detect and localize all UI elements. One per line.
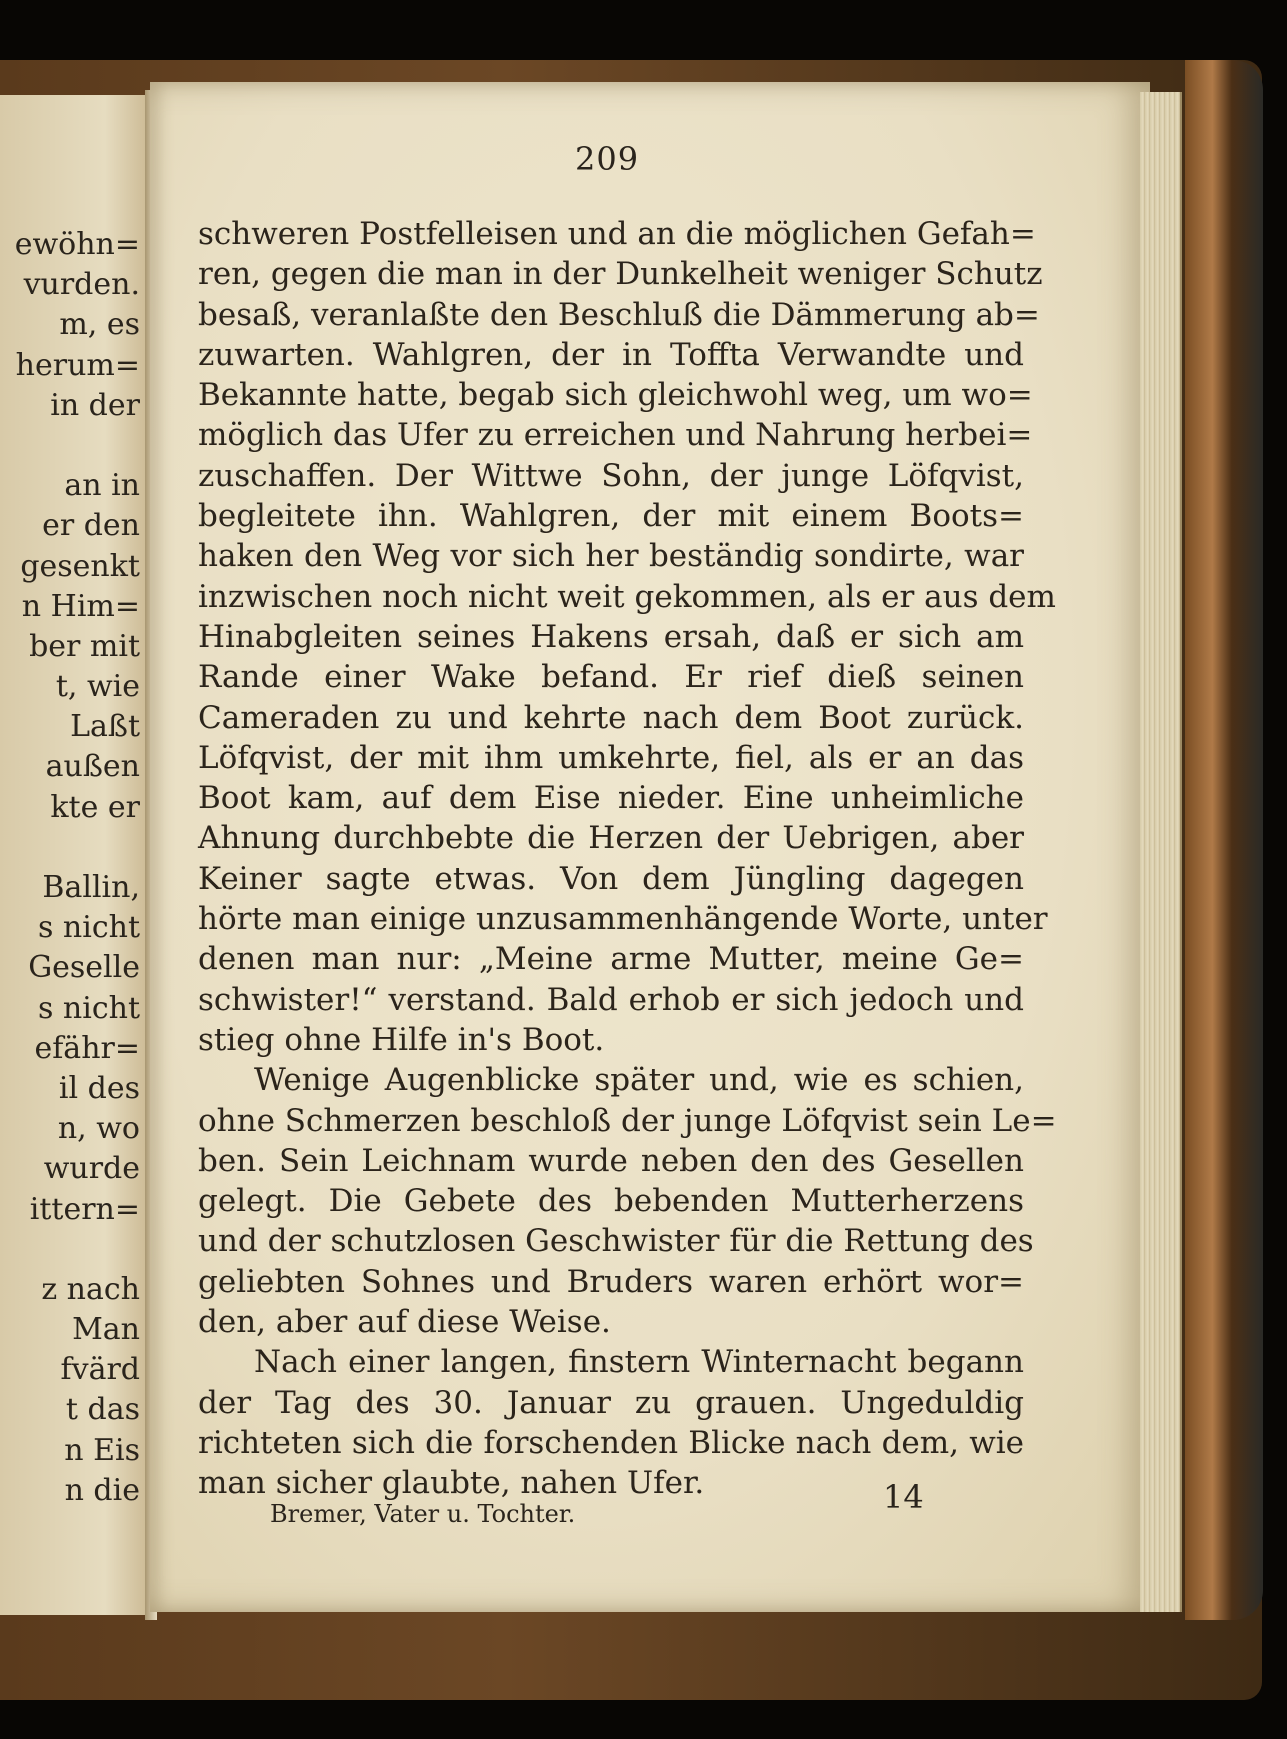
text-line: den, aber auf diese Weise. [198, 1304, 611, 1341]
left-page-line: efähr= [34, 1030, 140, 1066]
left-page-line: gesenkt [20, 548, 140, 584]
left-page-line: in der [50, 387, 140, 423]
text-line: ohne Schmerzen beschloß der junge Löfqvist sein Le= [198, 1102, 1057, 1139]
text-line: hörte man einige unzusammenhängende Worte, unter [198, 901, 1048, 938]
text-line: inzwischen noch nicht weit gekommen, als er aus dem [198, 578, 1056, 615]
text-line: zuwarten. Wahlgren, der in Toffta Verwandte und [198, 336, 1024, 373]
text-line: gelegt. Die Gebete des bebenden Mutterherzens [198, 1183, 1024, 1220]
text-line: Hinabgleiten seines Hakens ersah, daß er sich am [198, 618, 1024, 655]
left-page-line: kte er [50, 789, 140, 825]
left-page-line: n Eis [64, 1432, 140, 1468]
text-line: Ahnung durchbebte die Herzen der Uebrigen, aber [198, 820, 1024, 857]
left-page-line: t das [65, 1392, 140, 1428]
left-page-line: er den [42, 508, 140, 544]
text-line: möglich das Ufer zu erreichen und Nahrung herbei= [198, 417, 1033, 454]
left-page-line: n die [64, 1472, 140, 1508]
left-page [0, 95, 150, 1615]
left-page-line: s nicht [37, 990, 140, 1026]
text-line: schwister!“ verstand. Bald erhob er sich jedoch und [198, 981, 1024, 1018]
text-line: Keiner sagte etwas. Von dem Jüngling dagegen [198, 860, 1024, 897]
left-page-line: ittern= [29, 1191, 140, 1227]
text-line: haken den Weg vor sich her beständig sondirte, war [198, 538, 1024, 575]
text-line: Bekannte hatte, begab sich gleichwohl weg, um wo= [198, 377, 1033, 414]
left-page-line: z nach [41, 1271, 140, 1307]
left-page-line: an in [64, 468, 140, 504]
left-page-line [0, 426, 140, 466]
left-page-line: vurden. [23, 267, 140, 303]
left-page-line: s nicht [37, 910, 140, 946]
left-page-line: Man [72, 1312, 140, 1348]
text-line: Wenige Augenblicke später und, wie es schien, [254, 1062, 1024, 1099]
body-text [198, 214, 1057, 1504]
text-line: Löfqvist, der mit ihm umkehrte, fiel, als er an das [198, 739, 1024, 776]
left-page-line: n Him= [21, 588, 140, 624]
text-line: Boot kam, auf dem Eise nieder. Eine unheimliche [198, 780, 1024, 817]
left-page-line [0, 1230, 140, 1270]
left-page-line: Geselle [28, 950, 140, 986]
text-line: Cameraden zu und kehrte nach dem Boot zurück. [198, 699, 1024, 736]
text-line: Nach einer langen, finstern Winternacht begann [254, 1344, 1024, 1381]
text-line: Rande einer Wake befand. Er rief dieß seinen [198, 659, 1024, 696]
text-line: ren, gegen die man in der Dunkelheit weniger Schutz [198, 256, 1043, 293]
left-page-line: fvärd [60, 1352, 140, 1388]
page-edges [1140, 92, 1182, 1612]
left-page-line [0, 828, 140, 868]
text-line: richteten sich die forschenden Blicke nach dem, wie [198, 1424, 1024, 1461]
text-line: der Tag des 30. Januar zu grauen. Ungeduldig [198, 1384, 1024, 1421]
page-number: 209 [575, 140, 640, 178]
sheet-number: 14 [883, 1478, 924, 1516]
left-page-line: m, es [59, 307, 140, 343]
left-page-line: herum= [15, 347, 140, 383]
text-line: man sicher glaubte, nahen Ufer. [198, 1465, 705, 1502]
text-line: und der schutzlosen Geschwister für die Rettung des [198, 1223, 1034, 1260]
text-line: geliebten Sohnes und Bruders waren erhört wor= [198, 1263, 1024, 1300]
left-page-line: ber mit [29, 628, 140, 664]
text-line: begleitete ihn. Wahlgren, der mit einem Boots= [198, 498, 1024, 535]
text-line: denen man nur: „Meine arme Mutter, meine Ge= [198, 941, 1024, 978]
left-page-line: ewöhn= [14, 227, 140, 262]
footer-signature: Bremer, Vater u. Tochter. [270, 1500, 576, 1528]
text-line: besaß, veranlaßte den Beschluß die Dämmerung ab= [198, 296, 1040, 333]
text-line: stieg ohne Hilfe in's Boot. [198, 1021, 605, 1058]
left-page-line: Laßt [70, 709, 140, 745]
left-page-line: n, wo [57, 1111, 140, 1147]
text-line: schweren Postfelleisen und an die möglichen Gefah= [198, 216, 1036, 252]
cover-edge [1185, 60, 1263, 1620]
text-line: zuschaffen. Der Wittwe Sohn, der junge Löfqvist, [198, 457, 1024, 494]
text-line: ben. Sein Leichnam wurde neben den des Gesellen [198, 1142, 1024, 1179]
left-page-line: außen [45, 749, 140, 785]
left-page-text [0, 225, 140, 1511]
left-page-line: t, wie [55, 669, 140, 705]
left-page-line: Ballin, [42, 870, 140, 905]
left-page-line: wurde [43, 1151, 140, 1187]
left-page-line: il des [58, 1070, 140, 1106]
